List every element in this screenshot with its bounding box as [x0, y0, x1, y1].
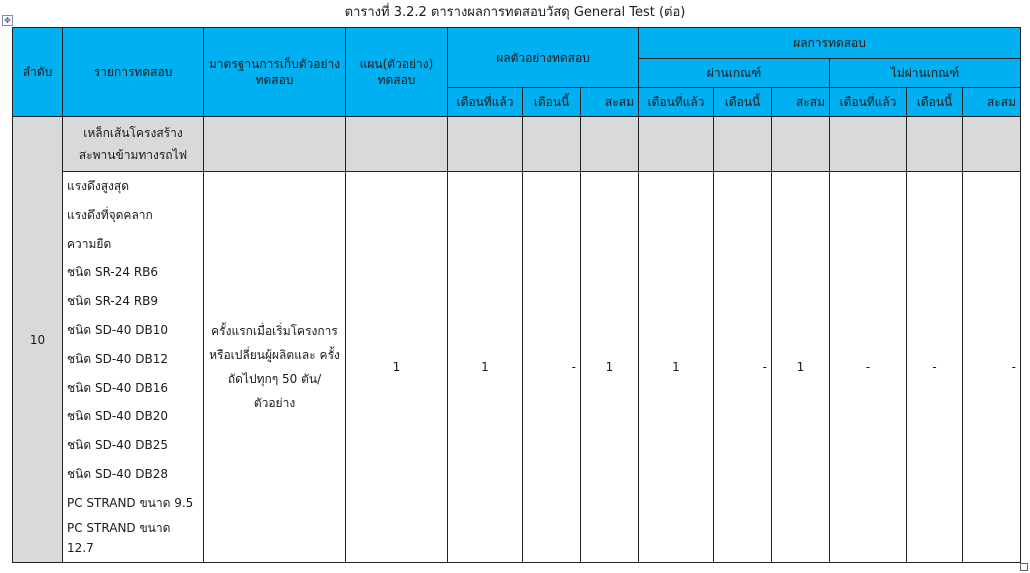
group-empty-cell: [204, 117, 346, 172]
table-resize-handle-icon[interactable]: [1020, 563, 1028, 571]
header-fail-cumulative: สะสม: [963, 88, 1021, 117]
test-item: ชนิด SD-40 DB10: [67, 322, 168, 337]
group-empty-cell: [523, 117, 581, 172]
header-tested-prev-month: เดือนที่แล้ว: [448, 88, 523, 117]
storage-standard-cell: ครั้งแรกเมื่อเริ่มโครงการ หรือเปลี่ยนผู้ผลิตและ ครั้งถัดไปทุกๆ 50 ตัน/ ตัวอย่าง: [204, 172, 346, 563]
test-item: ความยืด: [67, 236, 112, 251]
plan-cell: 1: [346, 172, 448, 563]
header-pass-prev-month: เดือนที่แล้ว: [639, 88, 714, 117]
group-title: เหล็กเส้นโครงสร้างสะพานข้ามทางรถไฟ: [63, 117, 204, 172]
header-tested-this-month: เดือนนี้: [523, 88, 581, 117]
tested-prev-cell: 1: [448, 172, 523, 563]
tested-cumulative-cell: 1: [581, 172, 639, 563]
header-fail: ไม่ผ่านเกณฑ์: [830, 59, 1021, 88]
group-empty-cell: [639, 117, 714, 172]
test-item: ชนิด SR-24 RB9: [67, 294, 159, 309]
header-order: ลำดับ: [13, 28, 63, 117]
header-fail-prev-month: เดือนที่แล้ว: [830, 88, 907, 117]
test-item: ชนิด SD-40 DB28: [67, 466, 168, 481]
pass-this-cell: -: [714, 172, 772, 563]
group-empty-cell: [346, 117, 448, 172]
pass-cumulative-cell: 1: [772, 172, 830, 563]
group-empty-cell: [448, 117, 523, 172]
header-tested-cumulative: สะสม: [581, 88, 639, 117]
fail-prev-cell: -: [830, 172, 907, 563]
group-empty-cell: [830, 117, 907, 172]
header-pass: ผ่านเกณฑ์: [639, 59, 830, 88]
group-empty-cell: [963, 117, 1021, 172]
test-item: ชนิด SD-40 DB16: [67, 380, 168, 395]
test-item: ชนิด SD-40 DB20: [67, 409, 168, 424]
test-item: ชนิด SR-24 RB6: [67, 265, 159, 280]
test-item: PC STRAND ขนาด 9.5: [67, 495, 194, 510]
fail-this-cell: -: [907, 172, 963, 563]
header-storage-standard: มาตรฐานการเก็บตัวอย่างทดสอบ: [204, 28, 346, 117]
test-items-cell: [63, 172, 204, 563]
tested-this-cell: -: [523, 172, 581, 563]
header-test-items: รายการทดสอบ: [63, 28, 204, 117]
group-empty-cell: [714, 117, 772, 172]
fail-cumulative-cell: -: [963, 172, 1021, 563]
test-item: ชนิด SD-40 DB25: [67, 438, 168, 453]
header-samples-tested: ผลตัวอย่างทดสอบ: [448, 28, 639, 88]
test-item: แรงดึงที่จุดคลาก: [67, 207, 153, 222]
table-move-handle-icon[interactable]: ✥: [2, 15, 13, 26]
table-caption: ตารางที่ 3.2.2 ตารางผลการทดสอบวัสดุ General Test (ต่อ): [344, 5, 686, 20]
header-plan: แผน(ตัวอย่าง) ทดสอบ: [346, 28, 448, 117]
header-results: ผลการทดสอบ: [639, 28, 1021, 59]
test-item: ชนิด SD-40 DB12: [67, 351, 168, 366]
header-fail-this-month: เดือนนี้: [907, 88, 963, 117]
header-pass-cumulative: สะสม: [772, 88, 830, 117]
row-index: 10: [13, 117, 63, 563]
test-results-table: [12, 27, 1021, 563]
test-item: PC STRAND ขนาด 12.7: [67, 520, 171, 555]
test-item: แรงดึงสูงสุด: [67, 179, 129, 193]
header-pass-this-month: เดือนนี้: [714, 88, 772, 117]
group-empty-cell: [581, 117, 639, 172]
group-empty-cell: [907, 117, 963, 172]
group-empty-cell: [772, 117, 830, 172]
pass-prev-cell: 1: [639, 172, 714, 563]
